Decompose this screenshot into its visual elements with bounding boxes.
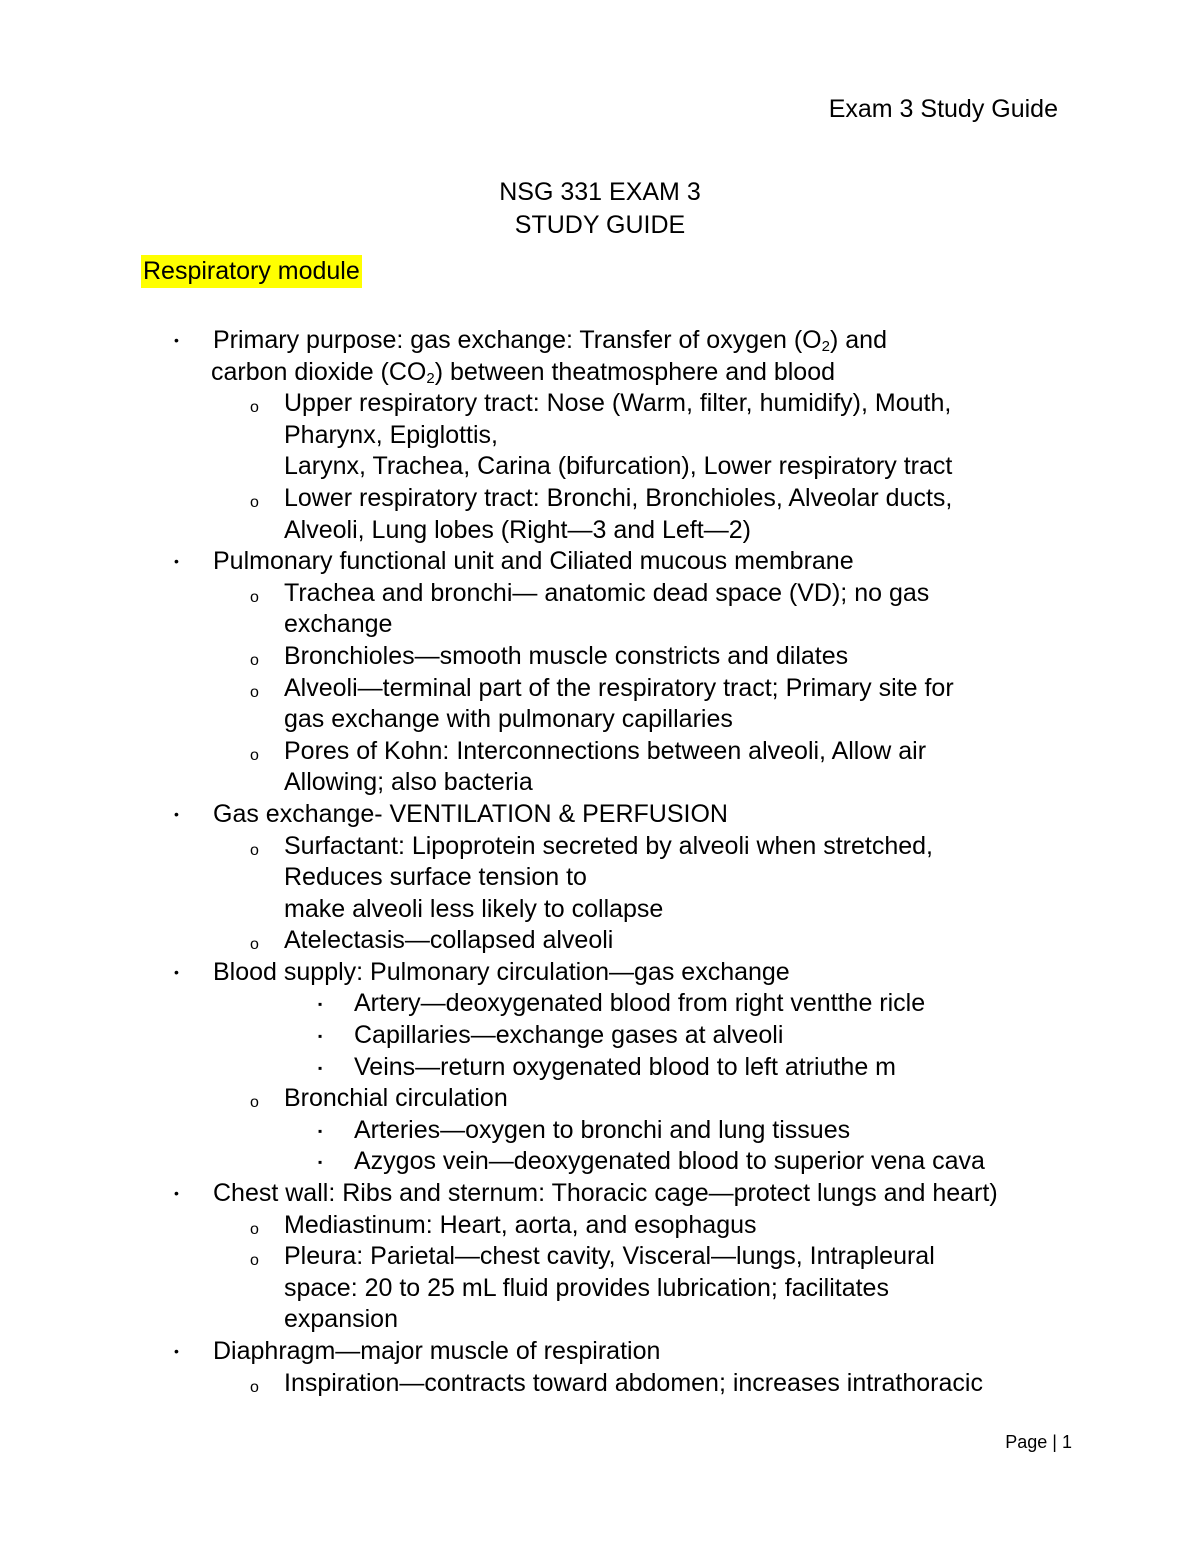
- outline-subsubitem: ▪ Veins—return oxygenated blood to left atriuthe m: [0, 1052, 1200, 1084]
- outline-continuation: Pharynx, Epiglottis,: [284, 420, 498, 449]
- document-title: [0, 176, 1200, 242]
- outline-item: • Blood supply: Pulmonary circulation—gas exchange: [0, 957, 1200, 989]
- bullet-circle-icon: o: [250, 493, 259, 511]
- bullet-square-icon: ▪: [318, 1155, 323, 1170]
- section-heading-highlighted: Respiratory module: [141, 255, 362, 288]
- bullet-circle-icon: o: [250, 1220, 259, 1238]
- bullet-square-icon: ▪: [318, 1029, 323, 1044]
- bullet-dot-icon: •: [174, 1343, 179, 1359]
- outline-continuation: Alveoli, Lung lobes (Right—3 and Left—2): [284, 515, 751, 544]
- outline-continuation: Larynx, Trachea, Carina (bifurcation), Lower respiratory tract: [284, 452, 953, 481]
- bullet-dot-icon: •: [174, 553, 179, 570]
- title-line-1: NSG 331 EXAM 3: [499, 178, 701, 206]
- bullet-dot-icon: •: [174, 1185, 179, 1202]
- bullet-circle-icon: o: [250, 746, 259, 764]
- bullet-circle-icon: o: [250, 399, 259, 417]
- outline-item: • Primary purpose: gas exchange: Transfer of oxygen $(O_2)$ and: [174, 326, 887, 355]
- bullet-circle-icon: o: [250, 1094, 259, 1112]
- outline-subitem: o Alveoli—terminal part of the respiratory tract; Primary site for: [0, 673, 1200, 705]
- bullet-circle-icon: o: [250, 936, 259, 954]
- outline-item: • Gas exchange- VENTILATION & PERFUSION: [0, 799, 1200, 831]
- bullet-circle-icon: o: [250, 651, 259, 669]
- bullet-circle-icon: o: [250, 841, 259, 859]
- outline-subitem: o Bronchial circulation: [0, 1083, 1200, 1115]
- bullet-square-icon: ▪: [318, 1123, 323, 1138]
- outline-continuation: exchange: [284, 610, 393, 639]
- outline-item: • Chest wall: Ribs and sternum: Thoracic cage—protect lungs and heart): [0, 1178, 1200, 1210]
- bullet-circle-icon: o: [250, 588, 259, 606]
- page-number: Page | 1: [1005, 1432, 1072, 1452]
- outline-subitem: o Upper respiratory tract: Nose (Warm, filter, humidify), Mouth,: [0, 388, 1200, 420]
- outline-subitem: o Bronchioles—smooth muscle constricts and dilates: [0, 641, 1200, 673]
- outline-subitem: o Pores of Kohn: Interconnections between alveoli, Allow air: [0, 736, 1200, 768]
- title-line-2: STUDY GUIDE: [514, 211, 686, 239]
- outline-subsubitem: ▪ Capillaries—exchange gases at alveoli: [0, 1020, 1200, 1052]
- outline-subitem: o Pleura: Parietal—chest cavity, Visceral—lungs, Intrapleural: [0, 1241, 1200, 1273]
- outline-item: • Pulmonary functional unit and Ciliated mucous membrane: [0, 546, 1200, 578]
- bullet-square-icon: ▪: [318, 1060, 323, 1075]
- outline-continuation: gas exchange with pulmonary capillaries: [284, 705, 733, 734]
- outline-continuation: expansion: [284, 1305, 398, 1334]
- bullet-circle-icon: o: [250, 1252, 259, 1270]
- outline-continuation: space: 20 to 25 mL fluid provides lubrication; facilitates: [284, 1273, 889, 1302]
- outline-continuation: make alveoli less likely to collapse: [284, 894, 664, 923]
- bullet-circle-icon: o: [250, 1378, 259, 1396]
- outline-subsubitem: ▪ Arteries—oxygen to bronchi and lung tissues: [0, 1115, 1200, 1147]
- outline-continuation: Allowing; also bacteria: [284, 768, 533, 797]
- outline-subitem: o Surfactant: Lipoprotein secreted by alveoli when stretched,: [0, 831, 1200, 863]
- bullet-dot-icon: •: [174, 805, 179, 822]
- outline-subitem: o Atelectasis—collapsed alveoli: [0, 925, 1200, 957]
- outline-subsubitem: ▪ Azygos vein—deoxygenated blood to superior vena cava: [0, 1146, 1200, 1178]
- running-header: Exam 3 Study Guide: [828, 95, 1058, 123]
- bullet-square-icon: ▪: [318, 997, 323, 1012]
- bullet-circle-icon: o: [250, 683, 259, 701]
- bullet-dot-icon: •: [174, 332, 179, 348]
- outline-subsubitem: ▪ Artery—deoxygenated blood from right ventthe ricle: [0, 988, 1200, 1020]
- study-guide-outline: [0, 325, 1200, 1399]
- outline-subitem: o Mediastinum: Heart, aorta, and esophagus: [0, 1210, 1200, 1242]
- outline-subitem: o Inspiration—contracts toward abdomen; increases intrathoracic: [0, 1368, 1200, 1400]
- outline-continuation: carbon dioxide $(CO_2)$ between theatmosphere and blood: [211, 357, 836, 387]
- bullet-dot-icon: •: [174, 963, 179, 980]
- outline-continuation: Reduces surface tension to: [284, 863, 587, 892]
- outline-item: • Diaphragm—major muscle of respiration: [0, 1336, 1200, 1368]
- outline-subitem: o Lower respiratory tract: Bronchi, Bronchioles, Alveolar ducts,: [0, 483, 1200, 515]
- outline-subitem: o Trachea and bronchi— anatomic dead space (VD); no gas: [0, 578, 1200, 610]
